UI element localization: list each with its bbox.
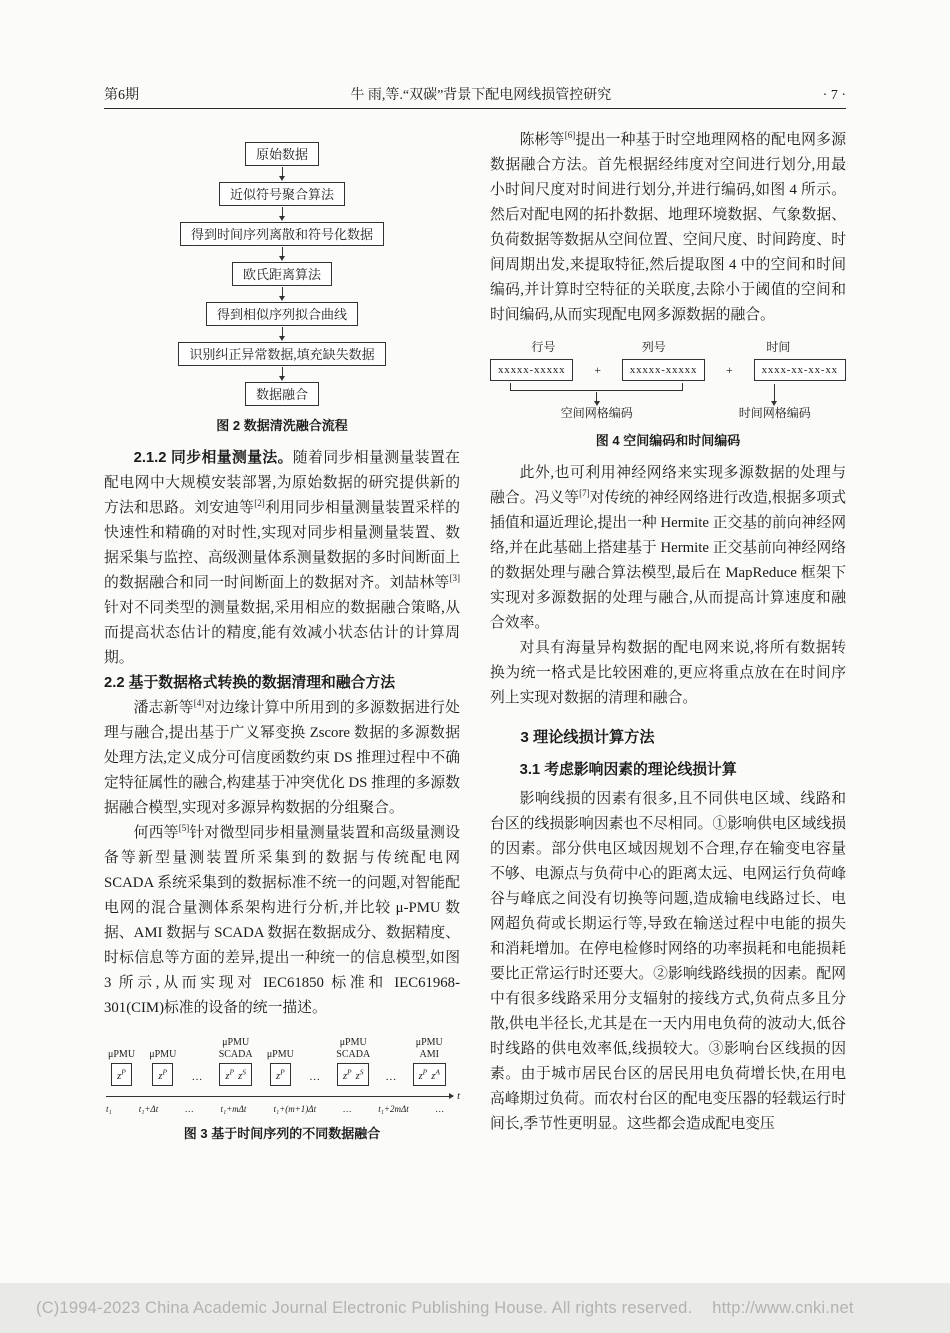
time-code-group xyxy=(704,383,846,421)
sample-base: z xyxy=(238,1071,243,1082)
text-run: 针对微型同步相量测量装置和高级量测设备等新型量测装置所采集到的数据与传统配电网 SCADA 系统采集到的数据标准不统一的问题,对智能配电网的混合量测体系架构进行分析,并比较 μ-PMU 数据、AMI 数据与 SCADA 数据在数据成分、数据精度、时标信息等方面的差异,提出一种统一的信息模型,如图 3 所示,从而实现对 IEC61850 标准和 IEC61968-301(CIM)标准的设备的统一描述。 xyxy=(104,825,460,1016)
citation-ref-5: [5] xyxy=(178,823,190,834)
sensor-label xyxy=(108,1035,135,1061)
copyright-text: (C)1994-2023 China Academic Journal Electronic Publishing House. All rights reserved. xyxy=(36,1298,693,1317)
time-axis-line xyxy=(106,1096,453,1097)
text-run: 提出一种基于时空地理网格的配电网多源数据融合方法。首先根据经纬度对空间进行划分,用最小时间尺度对时间进行划分,并进行编码,如图 4 所示。然后对配电网的拓扑数据、地理环境数据、气象数据、负荷数据等数据从空间位置、空间尺度、时间跨度、时间周期出发,来提取特征,然后提取图 4 中的空间和时间编码,并计算时空特征的关联度,去除小于阈值的空间和时间编码,从而实现配电网多源数据的融合。 xyxy=(490,132,846,323)
sample-sup: P xyxy=(162,1067,168,1077)
sensor-label-line: μPMU xyxy=(339,1037,367,1048)
measurement-group xyxy=(336,1035,370,1086)
text-run: 潘志新等 xyxy=(133,700,194,716)
header-rule xyxy=(104,108,846,109)
text-run: 对传统的神经网络进行改造,根据多项式插值和逼近理论,提出一种 Hermite 正交基的前向神经网络,并在此基础上搭建基于 Hermite 正交基前向神经网络的数据处理与融合算法模型,最后在 MapReduce 框架下实现对多源数据的处理与融合,从而提高计算速度和融合效率。 xyxy=(490,490,846,631)
data-sample-box xyxy=(413,1063,446,1086)
flow-step-similar-curves: 得到相似序列拟合曲线 xyxy=(206,302,358,326)
heading-3: 3 理论线损计算方法 xyxy=(520,729,655,746)
data-sample-box xyxy=(111,1063,132,1086)
cnki-url: http://www.cnki.net xyxy=(712,1298,854,1317)
plus-sign: + xyxy=(594,362,602,377)
spatial-grid-code-label: 空间网格编码 xyxy=(560,406,633,420)
paragraph-mass-data: 对具有海量异构数据的配电网来说,将所有数据转换为统一格式是比较困难的,更应将重点放在在时间序列上实现对数据的清理和融合。 xyxy=(490,640,846,706)
figure-4-merge-row xyxy=(490,383,846,421)
figure-4-column-labels xyxy=(490,338,846,355)
sensor-label xyxy=(336,1035,370,1061)
flow-step-euclidean: 欧氏距离算法 xyxy=(232,262,332,286)
figure-4-code-row xyxy=(490,359,846,381)
tick-label: t₁ xyxy=(106,1103,112,1114)
figure-2-flowchart xyxy=(104,142,460,406)
sensor-label xyxy=(416,1035,443,1061)
sample-sup: P xyxy=(347,1067,352,1077)
flow-step-correct-fill: 识别纠正异常数据,填充缺失数据 xyxy=(178,342,385,366)
sample-token xyxy=(158,1067,168,1082)
heading-2-2: 2.2 基于数据格式转换的数据清理和融合方法 xyxy=(104,675,396,691)
sensor-label-line: μPMU xyxy=(415,1037,443,1048)
figure-4 xyxy=(490,338,846,449)
sample-sup: P xyxy=(229,1067,235,1077)
measurement-group xyxy=(149,1035,176,1086)
column-number-label: 列号 xyxy=(641,340,666,354)
sample-token xyxy=(418,1067,428,1082)
text-run: 陈彬等 xyxy=(519,132,565,148)
column-code-box: xxxxx-xxxxx xyxy=(622,359,705,381)
down-arrow-icon xyxy=(282,287,283,296)
sensor-label xyxy=(267,1035,294,1061)
sensor-label-line: SCADA xyxy=(336,1049,371,1060)
measurement-group xyxy=(413,1035,446,1086)
paragraph-he xyxy=(104,821,460,1021)
tick-label: … xyxy=(435,1103,444,1114)
data-sample-box xyxy=(337,1063,370,1086)
sample-token xyxy=(225,1067,235,1082)
paragraph-pan xyxy=(104,696,460,821)
tick-label: t₁+Δt xyxy=(138,1103,159,1114)
time-axis xyxy=(104,1091,460,1102)
sample-base: z xyxy=(355,1071,360,1082)
sensor-label-line: SCADA xyxy=(218,1049,253,1060)
sample-base: z xyxy=(275,1071,281,1082)
left-column xyxy=(104,128,460,1154)
time-code-box: xxxx-xx-xx-xx xyxy=(754,359,846,381)
data-sample-box xyxy=(219,1063,252,1086)
figure-3 xyxy=(104,1035,460,1142)
sample-token xyxy=(238,1067,246,1082)
text-run: 对边缘计算中所用到的多源数据进行处理与融合,提出基于广义幂变换 Zscore 数据的多源数据处理方法,定义成分可信度函数约束 DS 推理过程中不确定特征属性的融合,构建基于冲突优化 DS 推理的多源数据融合模型,实现对多源异构数据的分组聚合。 xyxy=(104,700,460,816)
down-arrow-icon xyxy=(282,207,283,216)
data-sample-box xyxy=(270,1063,291,1086)
time-label: 时间 xyxy=(766,340,791,354)
ellipsis: … xyxy=(309,1070,322,1083)
sample-sup: A xyxy=(435,1067,440,1077)
citation-ref-4: [4] xyxy=(193,698,205,709)
down-arrow-icon xyxy=(282,167,283,176)
time-axis-end-label: t xyxy=(457,1090,460,1102)
plus-sign: + xyxy=(726,362,733,377)
text-run: 此外,也可利用神经网络来实现多源数据的处理与融合。冯义等 xyxy=(490,465,846,506)
sample-base: z xyxy=(117,1071,122,1082)
flow-step-raw-data: 原始数据 xyxy=(245,142,319,166)
paragraph-neural-network xyxy=(490,461,846,636)
citation-ref-3: [3] xyxy=(449,573,460,584)
right-column xyxy=(490,128,846,1154)
sensor-label-line: μPMU xyxy=(149,1049,177,1060)
sample-token xyxy=(355,1067,364,1082)
ellipsis: … xyxy=(385,1070,398,1083)
tick-label: … xyxy=(185,1103,194,1114)
row-code-box: xxxxx-xxxxx xyxy=(490,359,573,381)
sample-sup: S xyxy=(242,1067,246,1077)
figure-2-caption: 图 2 数据清洗融合流程 xyxy=(216,418,348,433)
sample-token xyxy=(117,1067,126,1082)
sample-sup: P xyxy=(280,1067,285,1077)
merge-bracket-icon xyxy=(510,383,683,391)
measurement-group xyxy=(267,1035,294,1086)
ellipsis: … xyxy=(191,1070,204,1083)
page-body xyxy=(104,128,846,1154)
subsection-2-1-2-label: 2.1.2 同步相量测量法。 xyxy=(133,450,293,466)
flow-step-sax-algorithm: 近似符号聚合算法 xyxy=(219,182,345,206)
tick-label: … xyxy=(343,1103,352,1114)
sample-base: z xyxy=(225,1071,230,1082)
tick-label: t₁+2mΔt xyxy=(378,1103,409,1114)
paragraph-chen xyxy=(490,128,846,328)
journal-issue: 第6期 xyxy=(104,88,139,103)
sample-base: z xyxy=(158,1071,163,1082)
measurement-group xyxy=(219,1035,253,1086)
spatial-code-group xyxy=(490,383,704,421)
flow-step-discrete-symbolized: 得到时间序列离散和符号化数据 xyxy=(180,222,384,246)
sensor-label-line: μPMU xyxy=(266,1049,294,1060)
flow-step-data-fusion: 数据融合 xyxy=(245,382,319,406)
text-run: 针对不同类型的测量数据,采用相应的数据融合策略,从而提高状态估计的精度,能有效减小状态估计的计算周期。 xyxy=(104,600,460,666)
data-sample-box xyxy=(152,1063,173,1086)
paragraph-2-1-2 xyxy=(104,446,460,671)
sample-sup: S xyxy=(359,1067,364,1077)
down-arrow-icon xyxy=(282,367,283,376)
sample-base: z xyxy=(431,1071,436,1082)
sample-sup: P xyxy=(422,1067,428,1077)
sample-base: z xyxy=(418,1071,423,1082)
tick-label: t₁+(m+1)Δt xyxy=(273,1103,317,1114)
down-arrow-icon xyxy=(774,384,775,401)
figure-3-series-row xyxy=(104,1035,460,1086)
time-axis-ticks xyxy=(104,1104,460,1114)
sensor-label xyxy=(219,1035,253,1061)
page-header xyxy=(104,84,846,104)
tick-label: t₁+mΔt xyxy=(220,1103,247,1114)
citation-ref-7: [7] xyxy=(579,488,590,499)
running-title: 牛 雨,等.“双碳”背景下配电网线损管控研究 xyxy=(350,88,612,103)
down-arrow-icon xyxy=(282,247,283,256)
row-number-label: 行号 xyxy=(531,340,556,354)
sample-token xyxy=(431,1067,440,1082)
down-arrow-icon xyxy=(282,327,283,336)
paragraph-loss-factors: 影响线损的因素有很多,且不同供电区域、线路和台区的线损影响因素也不尽相同。①影响供电区域线损的因素。部分供电区域因规划不合理,存在输变电容量不够、电源点与负荷中心的距离太远、电网运行负荷峰谷与峰底之间没有切换等问题,造成输电线路过长、电网超负荷或长期运行等,导致在输送过程中电能的损失和消耗增加。在停电检修时网络的功率损耗和电能损耗要比正常运行时还要大。②影响线路线损的因素。配网中有很多线路采用分支辐射的接线方式,负荷点多且分散,供电半径长,尤其是在一天内用电负荷的波动大,低谷时线路的供电效率低,线损较大。③影响台区线损的因素。由于城市居民台区的居民用电负荷增长快,在用电高峰期过负荷。而农村台区的配电变压器的轻载运行时间长,季节性更明显。这些都会造成配电变压 xyxy=(490,791,846,1132)
text-run: 利用同步相量测量装置采样的快速性和精确的对时性,实现对同步相量测量装置、数据采集与监控、高级测量体系测量数据的多时间断面上的数据融合和同一时间断面上的数据对齐。刘喆林等 xyxy=(104,500,460,591)
text-run: 何西等 xyxy=(133,825,179,841)
text-run: 随着同步相量测量装置在配电网中大规模安装部署,为原始数据的研究提供新的方法和思路。刘安迪等 xyxy=(104,450,460,516)
footer-watermark xyxy=(0,1283,950,1333)
sample-sup: P xyxy=(121,1067,126,1077)
sensor-label-line: μPMU xyxy=(222,1037,250,1048)
figure-3-caption: 图 3 基于时间序列的不同数据融合 xyxy=(183,1125,381,1141)
figure-2 xyxy=(104,142,460,434)
heading-3-1: 3.1 考虑影响因素的理论线损计算 xyxy=(519,762,737,778)
sample-token xyxy=(275,1067,285,1082)
time-grid-code-label: 时间网格编码 xyxy=(738,406,811,420)
sample-base: z xyxy=(342,1071,348,1082)
down-arrow-icon xyxy=(596,392,597,401)
figure-4-caption: 图 4 空间编码和时间编码 xyxy=(595,433,741,448)
citation-ref-2: [2] xyxy=(254,498,265,509)
sample-token xyxy=(342,1067,352,1082)
sensor-label-line: μPMU xyxy=(108,1049,136,1060)
measurement-group xyxy=(108,1035,135,1086)
citation-ref-6: [6] xyxy=(564,130,576,141)
sensor-label xyxy=(149,1035,176,1061)
page-number: · 7 · xyxy=(822,88,846,103)
sensor-label-line: AMI xyxy=(419,1049,439,1060)
